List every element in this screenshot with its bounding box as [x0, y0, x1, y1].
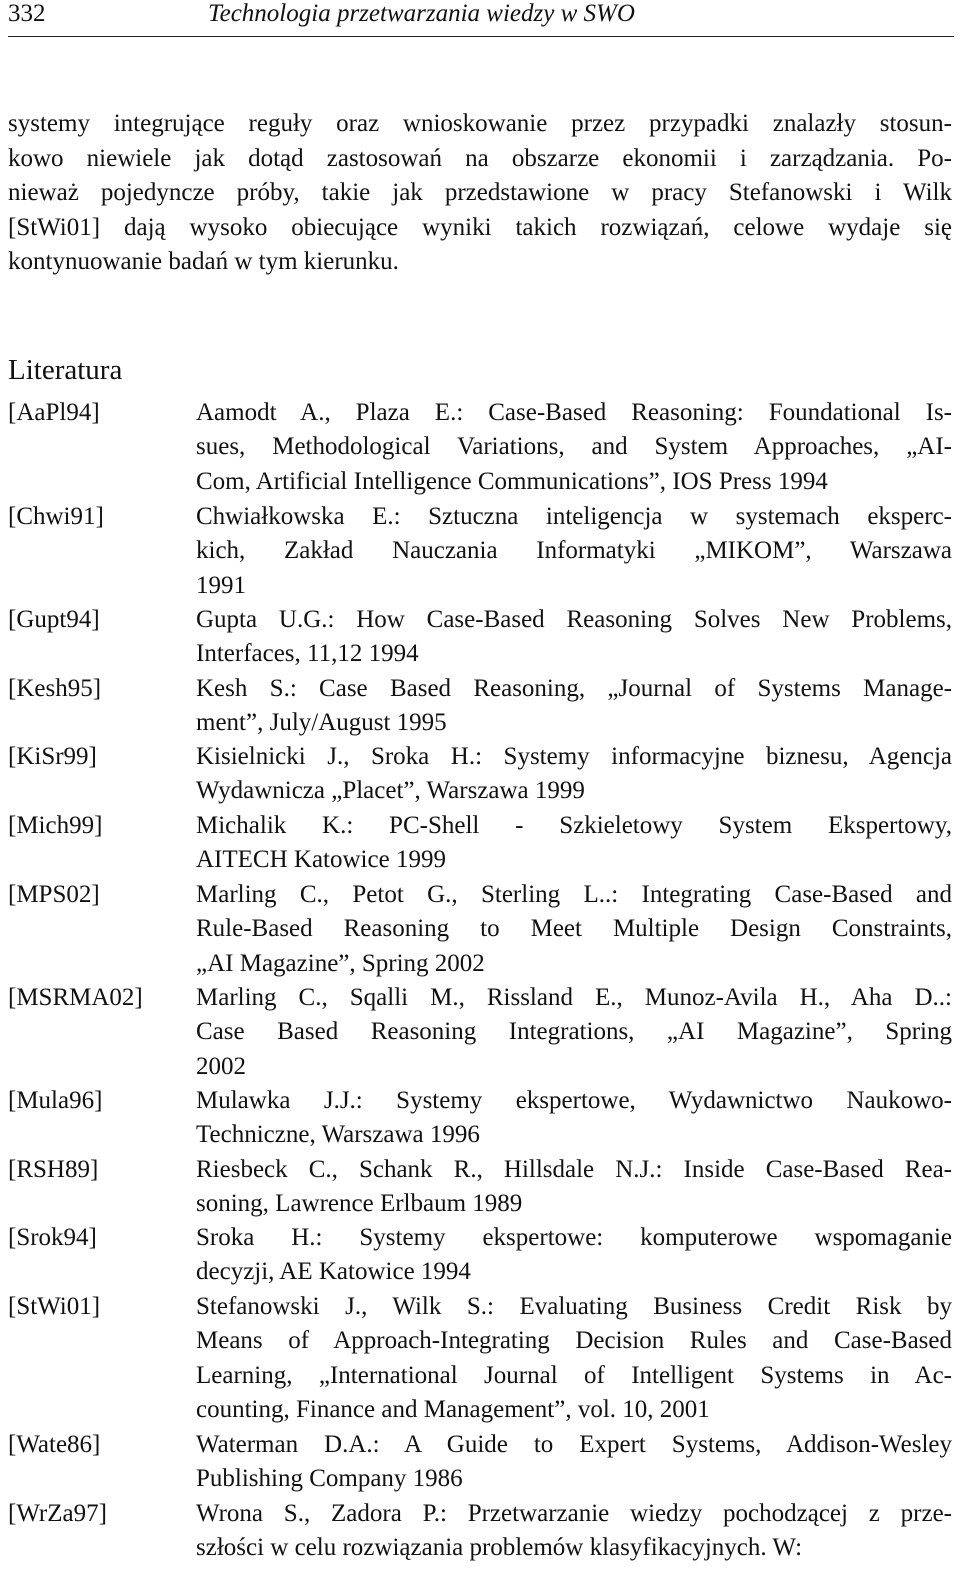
reference-line: Sroka H.: Systemy ekspertowe: komputerowe wspomaganie: [196, 1224, 952, 1251]
reference-line: Techniczne, Warszawa 1996: [196, 1121, 480, 1149]
reference-line: Learning, „International Journal of Intelligent Systems in Ac-: [196, 1361, 952, 1389]
intro-line: nieważ pojedyncze próby, takie jak przedstawione w pracy Stefanowski i Wilk: [8, 179, 952, 206]
reference-key: [WrZa97]: [8, 1500, 107, 1527]
reference-key: [RSH89]: [8, 1156, 99, 1183]
page-header: [8, 0, 954, 37]
reference-line: Aamodt A., Plaza E.: Case-Based Reasoning: Foundational Is-: [196, 399, 952, 426]
reference-key: [MSRMA02]: [8, 984, 143, 1011]
reference-line: Michalik K.: PC-Shell - Szkieletowy System Ekspertowy,: [196, 812, 952, 839]
reference-text: [196, 500, 952, 603]
reference-line: decyzji, AE Katowice 1994: [196, 1258, 471, 1286]
running-title: Technologia przetwarzania wiedzy w SWO: [208, 0, 635, 27]
reference-key: [Gupt94]: [8, 606, 100, 633]
reference-line: Kisielnicki J., Sroka H.: Systemy informacyjne biznesu, Agencja: [196, 743, 952, 770]
reference-text: [196, 396, 952, 499]
reference-line: Publishing Company 1986: [196, 1465, 463, 1493]
intro-line: systemy integrujące reguły oraz wnioskowanie przez przypadki znalazły stosun-: [8, 110, 952, 137]
reference-line: Kesh S.: Case Based Reasoning, „Journal of Systems Manage-: [196, 675, 952, 702]
reference-line: ment”, July/August 1995: [196, 709, 447, 737]
reference-text: [196, 981, 952, 1084]
reference-line: Interfaces, 11,12 1994: [196, 640, 419, 668]
reference-line: Wydawnicza „Placet”, Warszawa 1999: [196, 777, 585, 805]
intro-line: [StWi01] dają wysoko obiecujące wyniki takich rozwiązań, celowe wydaje się: [8, 213, 952, 241]
intro-paragraph: [8, 107, 952, 280]
reference-line: Marling C., Sqalli M., Rissland E., Munoz-Avila H., Aha D..:: [196, 984, 952, 1011]
reference-line: Marling C., Petot G., Sterling L..: Integrating Case-Based and: [196, 881, 952, 908]
reference-line: Mulawka J.J.: Systemy ekspertowe, Wydawnictwo Naukowo-: [196, 1087, 952, 1114]
reference-line: szłości w celu rozwiązania problemów klasyfikacyjnych. W:: [196, 1534, 803, 1562]
reference-text: [196, 1221, 952, 1290]
reference-key: [Mich99]: [8, 812, 103, 839]
intro-line: kowo niewiele jak dotąd zastosowań na obszarze ekonomii i zarządzania. Po-: [8, 144, 952, 172]
reference-line: 2002: [196, 1052, 246, 1080]
reference-text: [196, 672, 952, 741]
reference-line: sues, Methodological Variations, and System Approaches, „AI-: [196, 433, 952, 461]
reference-line: Chwiałkowska E.: Sztuczna inteligencja w systemach eksperc-: [196, 503, 952, 530]
reference-text: [196, 603, 952, 672]
reference-line: 1991: [196, 571, 246, 599]
reference-text: [196, 809, 952, 878]
reference-line: „AI Magazine”, Spring 2002: [196, 949, 485, 977]
reference-line: Means of Approach-Integrating Decision Rules and Case-Based: [196, 1327, 952, 1355]
reference-key: [Wate86]: [8, 1431, 101, 1458]
reference-line: Case Based Reasoning Integrations, „AI Magazine”, Spring: [196, 1018, 952, 1046]
reference-text: [196, 1084, 952, 1153]
reference-line: Com, Artificial Intelligence Communications”, IOS Press 1994: [196, 467, 828, 495]
reference-line: counting, Finance and Management”, vol. 10, 2001: [196, 1396, 710, 1424]
reference-key: [MPS02]: [8, 881, 100, 908]
reference-key: [Kesh95]: [8, 675, 102, 702]
reference-line: Riesbeck C., Schank R., Hillsdale N.J.: Inside Case-Based Rea-: [196, 1156, 952, 1183]
reference-line: AITECH Katowice 1999: [196, 846, 446, 874]
reference-text: [196, 878, 952, 981]
reference-text: [196, 740, 952, 809]
reference-key: [Srok94]: [8, 1224, 97, 1251]
reference-line: soning, Lawrence Erlbaum 1989: [196, 1190, 523, 1218]
intro-line: kontynuowanie badań w tym kierunku.: [8, 248, 399, 275]
reference-key: [Chwi91]: [8, 503, 104, 530]
reference-line: Stefanowski J., Wilk S.: Evaluating Business Credit Risk by: [196, 1293, 952, 1320]
section-heading: Literatura: [8, 354, 123, 387]
reference-key: [StWi01]: [8, 1293, 101, 1320]
reference-text: [196, 1290, 952, 1428]
reference-line: Rule-Based Reasoning to Meet Multiple Design Constraints,: [196, 915, 952, 943]
reference-text: [196, 1153, 952, 1222]
reference-text: [196, 1428, 952, 1497]
reference-line: Wrona S., Zadora P.: Przetwarzanie wiedzy pochodzącej z prze-: [196, 1500, 952, 1527]
reference-key: [Mula96]: [8, 1087, 103, 1114]
reference-line: kich, Zakład Nauczania Informatyki „MIKOM”, Warszawa: [196, 537, 952, 565]
reference-text: [196, 1497, 952, 1566]
reference-line: Gupta U.G.: How Case-Based Reasoning Solves New Problems,: [196, 606, 952, 633]
reference-key: [AaPl94]: [8, 399, 100, 426]
reference-line: Waterman D.A.: A Guide to Expert Systems, Addison-Wesley: [196, 1431, 952, 1458]
reference-key: [KiSr99]: [8, 743, 97, 770]
page-number: 332: [8, 0, 46, 27]
